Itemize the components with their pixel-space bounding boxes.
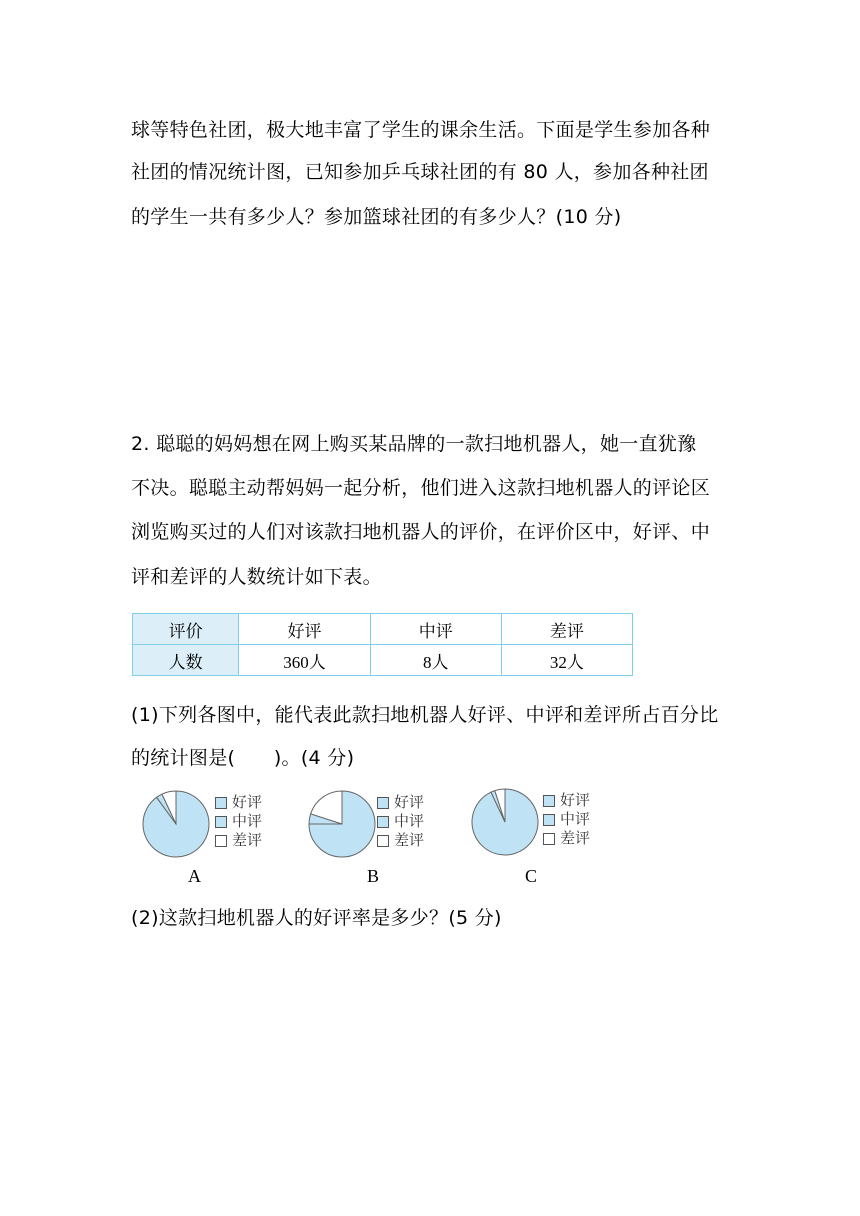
legend-b — [377, 793, 424, 850]
legend-label: 差评 — [560, 829, 591, 847]
q2-line-1: 2. 聪聪的妈妈想在网上购买某品牌的一款扫地机器人，她一直犹豫 — [131, 433, 697, 455]
legend-label: 差评 — [394, 831, 425, 849]
table-header-cell: 评价 — [133, 614, 239, 645]
table-header-row — [133, 614, 633, 645]
pie-label-b: B — [367, 866, 380, 886]
q1-line-3: 的学生一共有多少人？参加篮球社团的有多少人？(10 分) — [131, 206, 622, 228]
legend-a — [215, 793, 262, 850]
legend-swatch — [543, 833, 555, 845]
pie-label-a: A — [188, 866, 201, 886]
legend-swatch — [543, 795, 555, 807]
pie-chart-b — [306, 788, 378, 860]
q1-line-1: 球等特色社团，极大地丰富了学生的课余生活。下面是学生参加各种 — [131, 119, 711, 141]
table-header-cell: 差评 — [501, 614, 632, 645]
legend-swatch — [543, 814, 555, 826]
legend-swatch — [377, 816, 389, 828]
legend-c — [543, 791, 590, 848]
q2-line-4: 评和差评的人数统计如下表。 — [131, 566, 382, 588]
q1-line-2: 社团的情况统计图，已知参加乒乓球社团的有 80 人，参加各种社团 — [131, 161, 709, 183]
q2-line-3: 浏览购买过的人们对该款扫地机器人的评价，在评价区中，好评、中 — [131, 521, 711, 543]
legend-label: 中评 — [560, 810, 591, 828]
sub2-line: (2)这款扫地机器人的好评率是多少？(5 分) — [131, 907, 502, 929]
table-cell: 8人 — [370, 645, 501, 676]
legend-swatch — [377, 835, 389, 847]
legend-label: 中评 — [232, 812, 263, 830]
legend-label: 差评 — [232, 831, 263, 849]
sub1-line-1: (1)下列各图中，能代表此款扫地机器人好评、中评和差评所占百分比 — [131, 704, 719, 726]
table-header-cell: 好评 — [239, 614, 370, 645]
evaluation-table — [132, 613, 633, 676]
table-cell: 32人 — [501, 645, 632, 676]
table-cell: 360人 — [239, 645, 370, 676]
legend-swatch — [377, 797, 389, 809]
legend-swatch — [215, 816, 227, 828]
legend-label: 好评 — [232, 793, 263, 811]
legend-swatch — [215, 835, 227, 847]
table-cell: 人数 — [133, 645, 239, 676]
pie-label-c: C — [525, 866, 538, 886]
pie-chart-c — [469, 786, 541, 858]
sub1-line-2: 的统计图是( )。(4 分) — [131, 747, 355, 769]
table-header-cell: 中评 — [370, 614, 501, 645]
legend-swatch — [215, 797, 227, 809]
legend-label: 好评 — [560, 791, 591, 809]
q2-line-2: 不决。聪聪主动帮妈妈一起分析，他们进入这款扫地机器人的评论区 — [131, 477, 711, 499]
pie-chart-a — [140, 788, 212, 860]
legend-label: 好评 — [394, 793, 425, 811]
table-row — [133, 645, 633, 676]
legend-label: 中评 — [394, 812, 425, 830]
